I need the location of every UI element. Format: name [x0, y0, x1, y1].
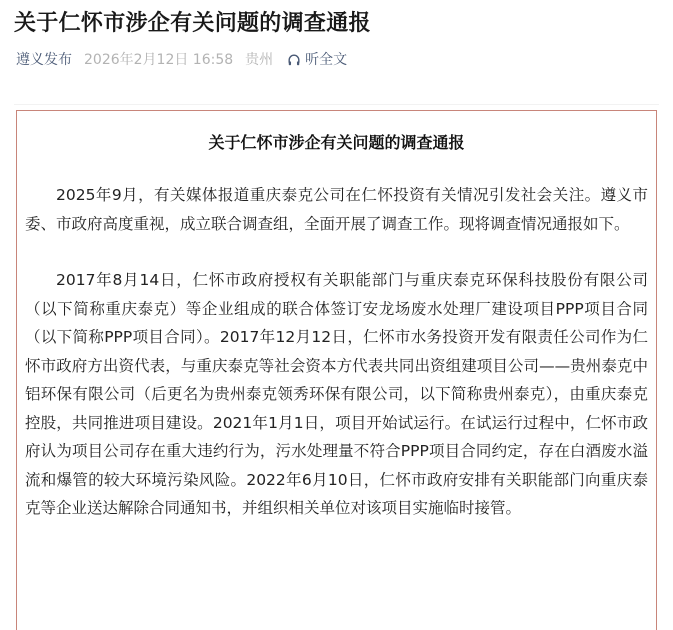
source-account-link[interactable]: 遵义发布 — [16, 52, 72, 68]
document-title: 关于仁怀市涉企有关问题的调查通报 — [208, 133, 465, 152]
paragraph: 2017年8月14日，仁怀市政府授权有关职能部门与重庆泰克环保科技股份有限公司（以下简称重庆泰克）等企业组成的联合体签订安龙场废水处理厂建设项目PPP项目合同（以下简称PPP项目合同）。2017年12月12日，仁怀市水务投资开发有限责任公司作为仁怀市政府方出资代表，与重庆泰克等社会资本方代表共同出资组建项目公司——贵州泰克中铝环保有限公司（后更名为贵州泰克领秀环保有限公司，以下简称贵州泰克），由重庆泰克控股，共同推进项目建设。2021年1月1日，项目开始试运行。在试运行过程中，仁怀市政府认为项目公司存在重大违约行为，污水处理量不符合PPP项目合同约定，存在白酒废水溢流和爆管的较大环境污染风险。2022年6月10日，仁怀市政府安排有关职能部门向重庆泰克等企业送达解除合同通知书，并组织相关单位对该项目实施临时接管。 — [25, 271, 648, 517]
header-divider — [14, 104, 659, 105]
paragraph: 2025年9月，有关媒体报道重庆泰克公司在仁怀投资有关情况引发社会关注。遵义市委、市政府高度重视，成立联合调查组，全面开展了调查工作。现将调查情况通报如下。 — [25, 186, 648, 233]
document-body — [25, 181, 648, 523]
document-box — [16, 110, 657, 630]
listen-label: 听全文 — [305, 52, 348, 68]
listen-full-text-button[interactable] — [287, 50, 347, 70]
publish-location: 贵州 — [245, 52, 274, 68]
article-meta — [16, 50, 347, 70]
publish-time: 2026年2月12日 16:58 — [84, 52, 234, 68]
article-title: 关于仁怀市涉企有关问题的调查通报 — [14, 11, 371, 36]
headphones-icon — [287, 53, 301, 67]
